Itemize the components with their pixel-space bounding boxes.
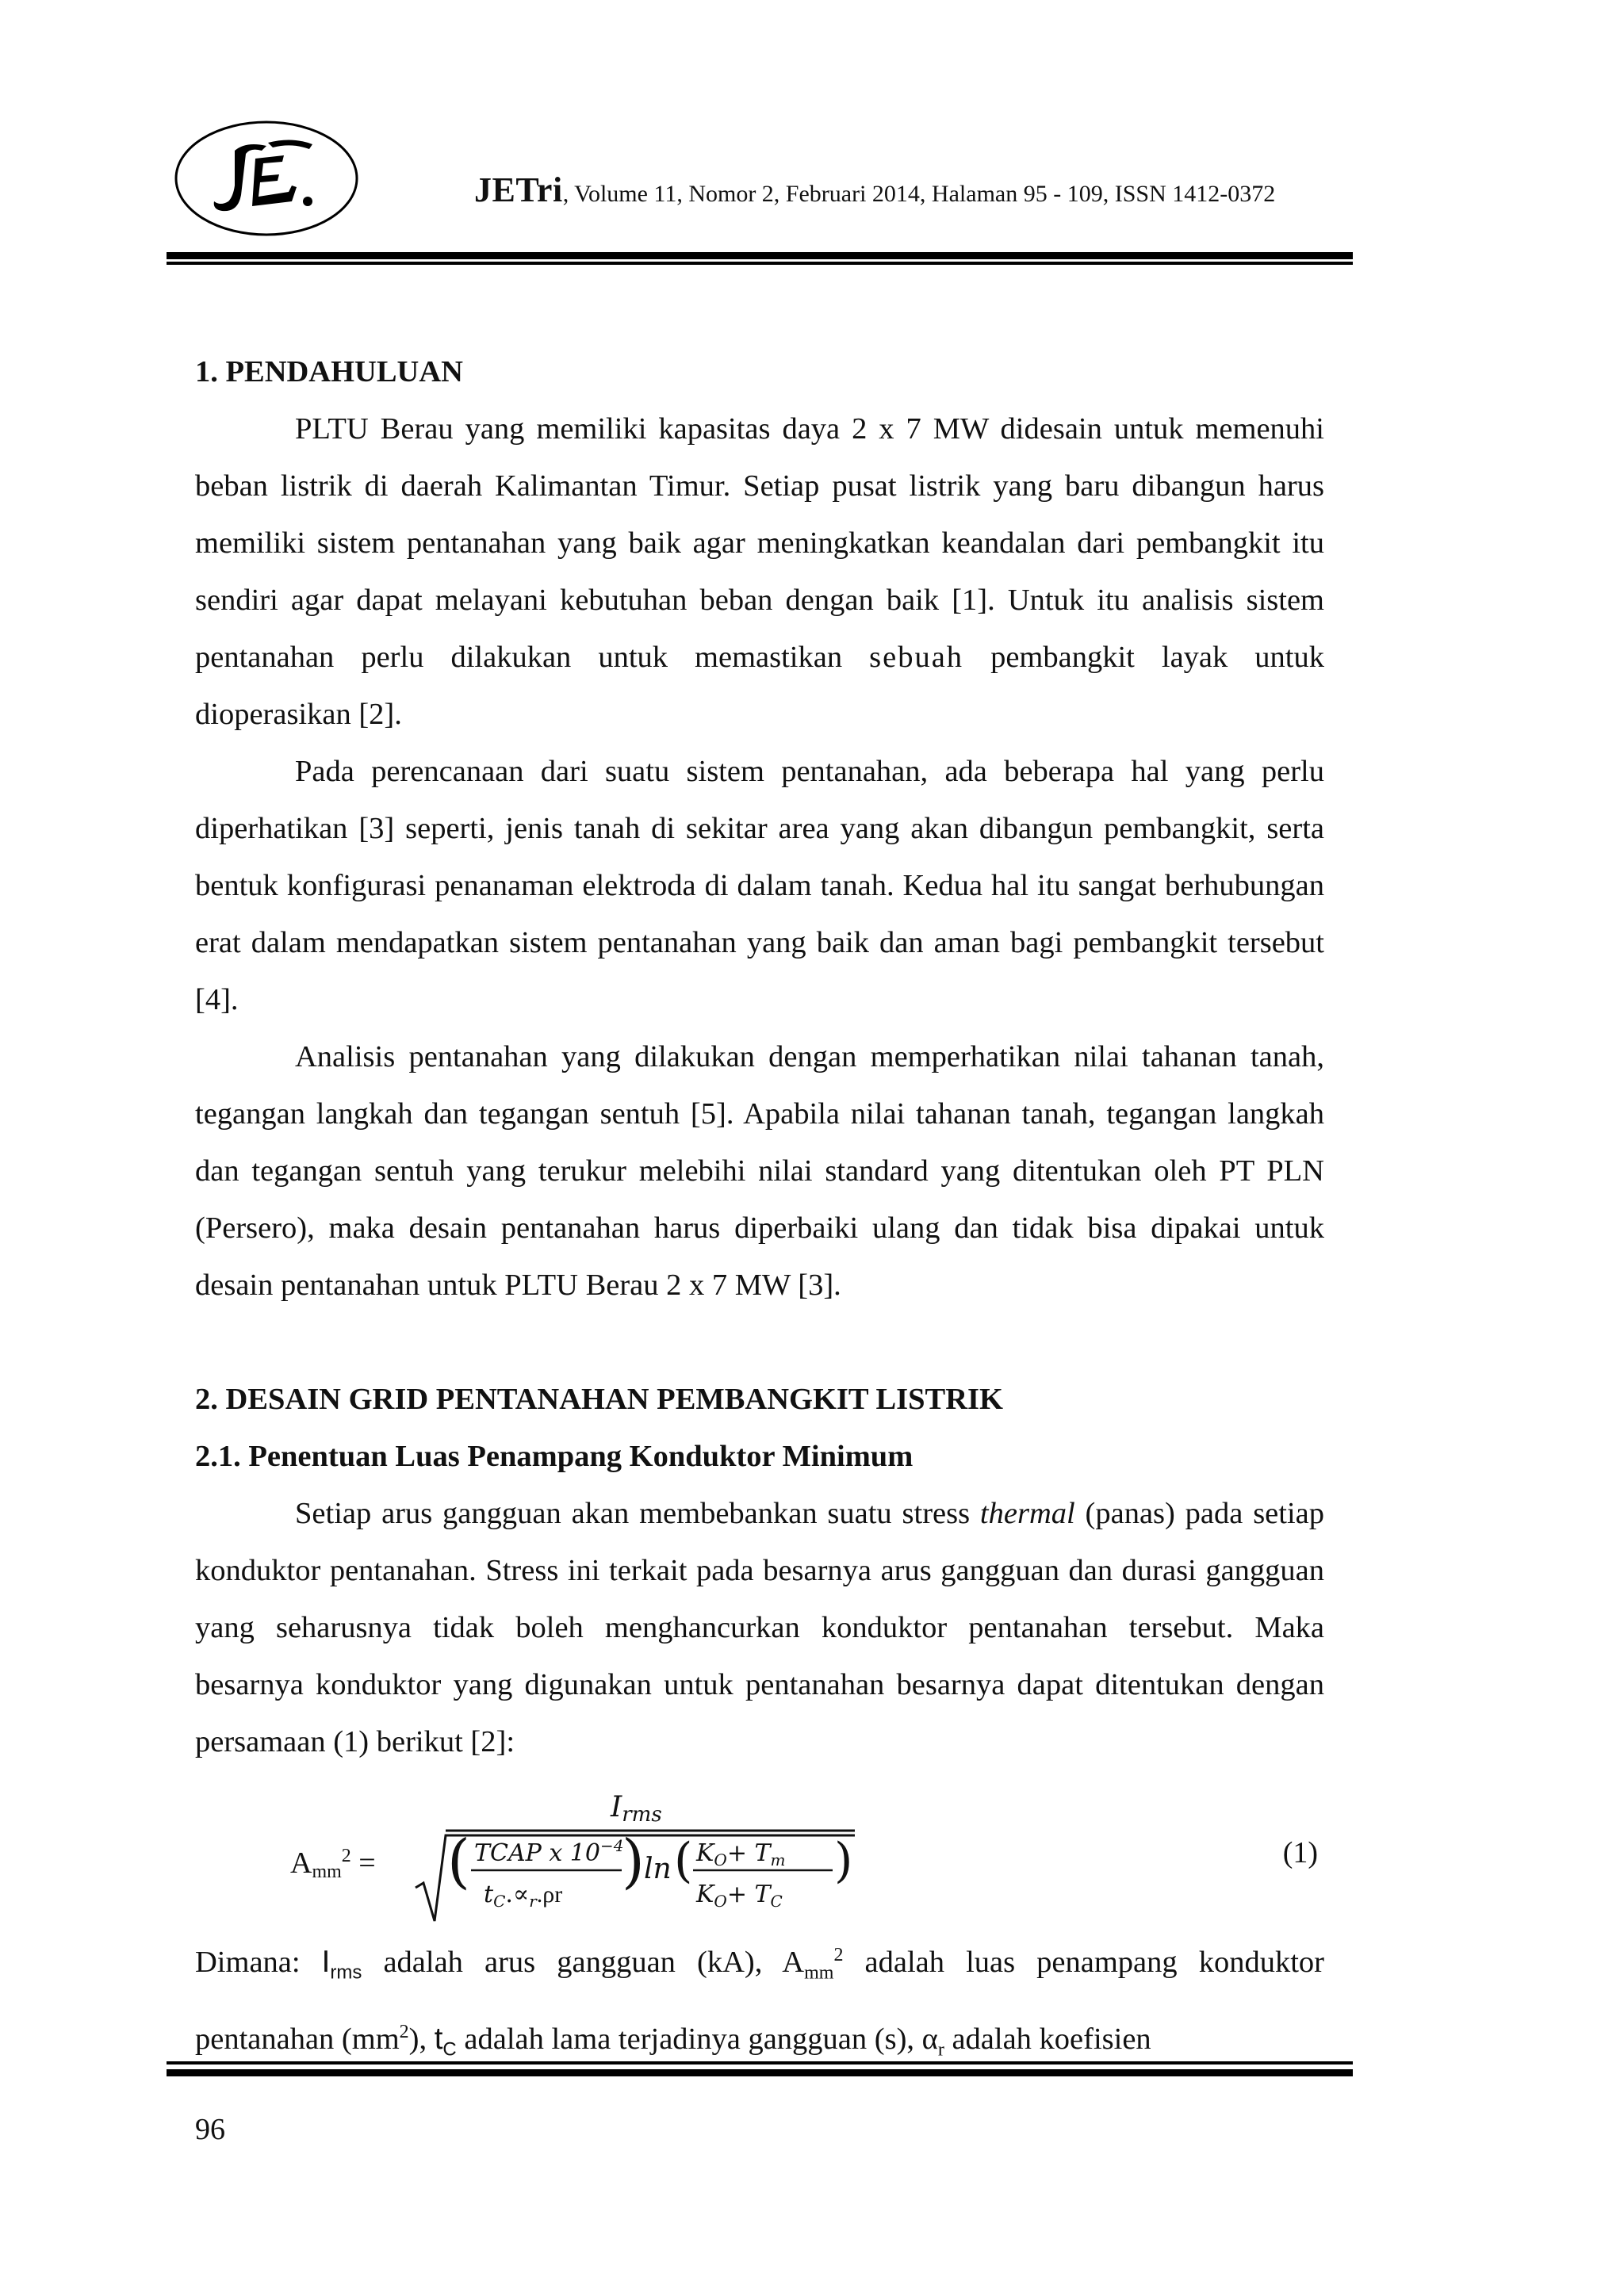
- page-body: [195, 343, 1324, 2079]
- eq-ln-bottom: $K_O+ T_C$: [696, 1881, 783, 1911]
- svg-text:ln: ln: [644, 1853, 672, 1885]
- header-rule-thick: [167, 252, 1353, 259]
- svg-text:(: (: [674, 1833, 693, 1888]
- footer-rule-thin: [167, 2061, 1353, 2064]
- header-rule-thin: [167, 262, 1353, 265]
- journal-logo: [173, 119, 360, 238]
- eq-inner-top: TCAP x $10^{-4}$: [474, 1836, 624, 1867]
- eq-numerator: Irms: [611, 1791, 662, 1827]
- section-1-heading: 1. PENDAHULUAN: [195, 355, 463, 388]
- equation-1: [195, 1770, 1324, 1926]
- svg-text:(: (: [447, 1827, 470, 1896]
- eq-inner-bottom: $t_C.\propto_r.\rho r$: [484, 1881, 563, 1911]
- section-1-paragraph-3: Analisis pentanahan yang dilakukan dengan memperhatikan nilai tahanan tanah, tegangan langkah dan tegangan sentuh [5]. Apabila nilai tahanan tanah, tegangan langkah dan tegangan sentuh yang terukur melebihi nilai standard yang ditentukan oleh PT PLN (Persero), maka desain pentanahan harus diperbaiki ulang dan tidak bisa dipakai untuk desain pentanahan untuk PLTU Berau 2 x 7 MW [3].: [195, 1040, 1324, 1302]
- subsection-2-1-heading: 2.1. Penentuan Luas Penampang Konduktor Minimum: [195, 1440, 914, 1473]
- section-1-paragraph-2: Pada perencanaan dari suatu sistem pentanahan, ada beberapa hal yang perlu diperhatikan [3] seperti, jenis tanah di sekitar area yang akan dibangun pembangkit, serta bentuk konfigurasi penanaman elektroda di dalam tanah. Kedua hal itu sangat berhubungan erat dalam mendapatkan sistem pentanahan yang baik dan aman bagi pembangkit tersebut [4].: [195, 755, 1324, 1016]
- section-1-paragraph-1: PLTU Berau yang memiliki kapasitas daya 2 x 7 MW didesain untuk memenuhi beban listrik di daerah Kalimantan Timur. Setiap pusat listrik yang baru dibangun harus memiliki sistem pentanahan yang baik agar meningkatkan keandalan dari pembangkit itu sendiri agar dapat melayani kebutuhan beban dengan baik [1]. Untuk itu analisis sistem pentanahan perlu dilakukan untuk memastikan sebuah pembangkit layak untuk dioperasikan [2].: [195, 412, 1324, 731]
- eq-ln-top: $K_O+ T_m$: [696, 1839, 786, 1869]
- equation-lhs: $A_{mm}^2$ =: [290, 1846, 376, 1882]
- journal-details: , Volume 11, Nomor 2, Februari 2014, Halaman 95 - 109, ISSN 1412-0372: [562, 181, 1276, 207]
- variable-definitions: Dimana: $I_{rms}$ adalah arus gangguan (kA), $A_{mm}^2$ adalah luas penampang konduktor pentanahan $(mm^2)$, $t_C$ adalah lama terjadinya gangguan (s), $\alpha_r$ adalah koefisien: [195, 1944, 1325, 2061]
- section-gap: [195, 1314, 1324, 1371]
- svg-text:): ): [834, 1833, 853, 1888]
- svg-text:): ): [622, 1827, 645, 1896]
- equation-number: (1): [1282, 1836, 1318, 1869]
- footer-rule-thick: [167, 2069, 1353, 2076]
- journal-name: JETri: [474, 170, 563, 209]
- equation-fraction: [414, 1786, 858, 1926]
- page-number: 96: [195, 2113, 225, 2146]
- section-2-paragraph-1: Setiap arus gangguan akan membebankan suatu stress thermal (panas) pada setiap konduktor pentanahan. Stress ini terkait pada besarnya arus gangguan dan durasi gangguan yang seharusnya tidak boleh menghancurkan konduktor pentanahan tersebut. Maka besarnya konduktor yang digunakan untuk pentanahan besarnya dapat ditentukan dengan persamaan (1) berikut [2]:: [195, 1497, 1324, 1758]
- running-header: [474, 170, 1327, 212]
- section-2-heading: 2. DESAIN GRID PENTANAHAN PEMBANGKIT LISTRIK: [195, 1383, 1003, 1416]
